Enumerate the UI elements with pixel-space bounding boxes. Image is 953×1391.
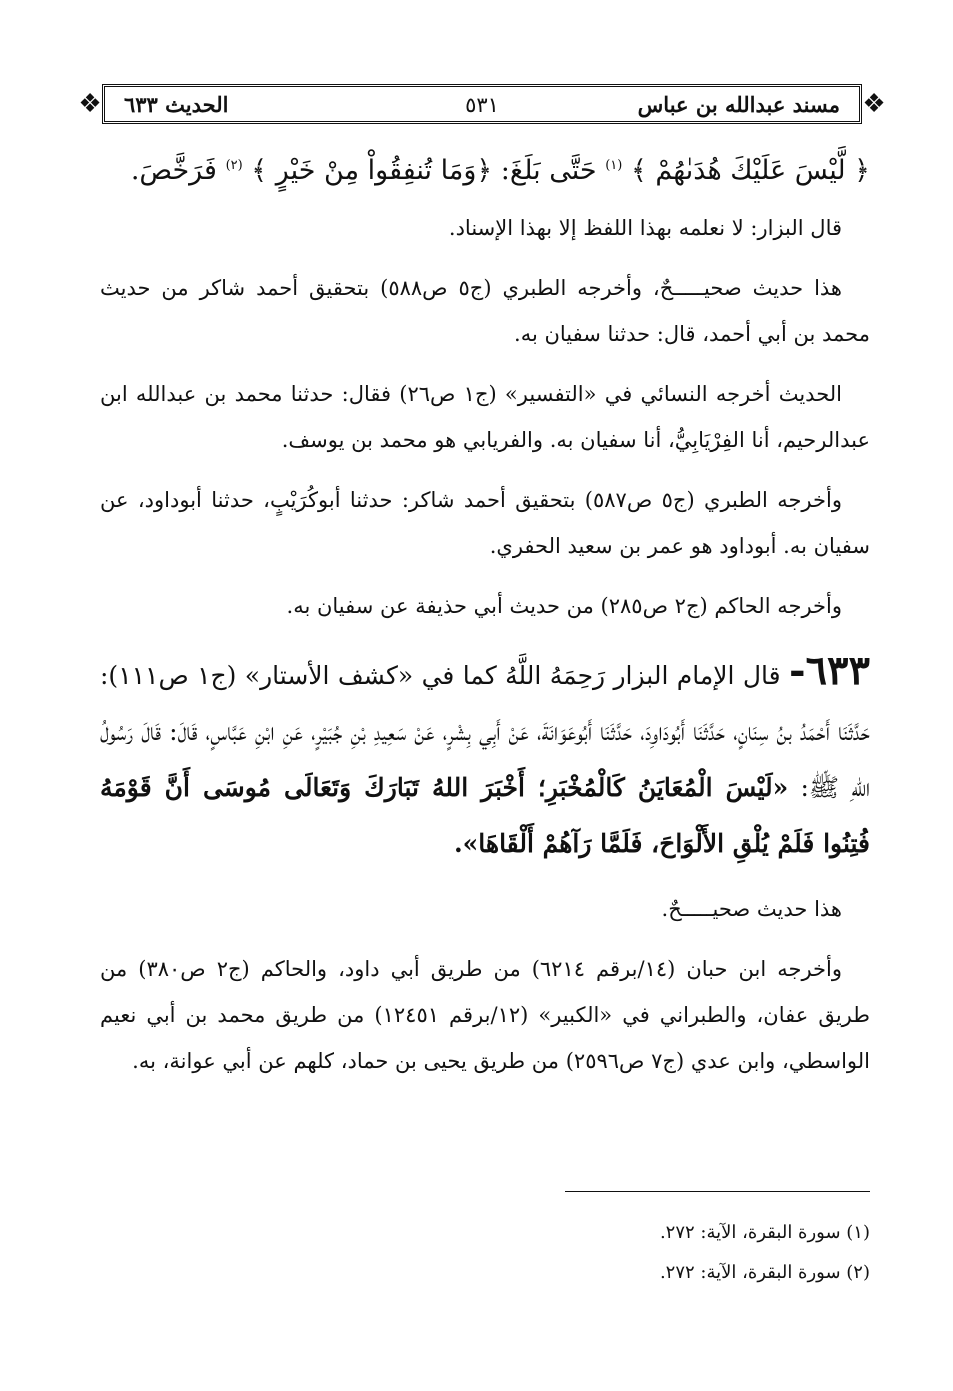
- footnote-divider: [565, 1191, 870, 1192]
- verse-part-3: فَرَخَّصَ.: [130, 155, 217, 186]
- paragraph-hakim: وأخرجه الحاكم (ج٢ ص٢٨٥) من حديث أبي حذيفة عن سفيان به.: [286, 594, 842, 618]
- footnote-1: (١) سورة البقرة، الآية: ٢٧٢.: [659, 1222, 870, 1243]
- paragraph-nasai: الحديث أخرجه النسائي في «التفسير» (ج١ ص٢٦) فقال: حدثنا محمد بن عبدالله ابن عبدالرحيم، أنا الفِرْيَابِيُّ، أنا سفيان به. والفريابي هو محمد بن يوسف.: [100, 382, 870, 452]
- footnote-ref-2: (٢): [225, 158, 243, 173]
- paragraph-sahih-1: هذا حديث صحيـــــحٌ، وأخرجه الطبري (ج٥ ص٥٨٨) بتحقيق أحمد شاكر من حديث محمد بن أبي أحمد، قال: حدثنا سفيان به.: [100, 276, 870, 346]
- verse-line: [100, 140, 870, 197]
- hadith-intro: قال الإمام البزار رَحِمَهُ اللَّهُ كما في «كشف الأستار» (ج١ ص١١١): حَدَّثَنَا أَحْمَدُ بنُ سِنَانٍ، حَدَّثَنَا أَبُودَاوِدَ، حَدَّثَنَا أَبُوعَوَانَةَ، عَنْ أَبِي بِشْرٍ، عَنْ سَعِيدِ بْنِ جُبَيْرٍ، عَنِ ابْنِ عَبَّاسٍ، قَالَ: قَالَ رَسُولُ اللهِ ﷺ:: [100, 661, 870, 802]
- page-header: [78, 78, 886, 130]
- paragraph-tabari: وأخرجه الطبري (ج٥ ص٥٨٧) بتحقيق أحمد شاكر: حدثنا أبوكُرَيْبٍ، حدثنا أبوداود، عن سفيان به. أبوداود هو عمر بن سعيد الحفري.: [100, 488, 870, 558]
- footnote-ref-1: (١): [605, 158, 623, 173]
- verse-part-2: حَتَّى بَلَغَ: ﴿وَمَا تُنفِقُواْ مِنْ خَيْرٍ ﴾: [251, 155, 597, 186]
- hadith-number: ٦٣٣-: [788, 647, 871, 694]
- hadith-block: [100, 643, 870, 872]
- right-ornament-icon: ❖: [862, 89, 886, 119]
- footnotes: [100, 1213, 870, 1293]
- page-number: ٥٣١: [465, 93, 499, 117]
- footnote-2: (٢) سورة البقرة، الآية: ٢٧٢.: [659, 1262, 870, 1283]
- paragraph-ibn-hibban: وأخرجه ابن حبان (١٤/برقم ٦٢١٤) من طريق أبي داود، والحاكم (ج٢ ص٣٨٠) من طريق عفان، والطبراني في «الكبير» (١٢/برقم ١٢٤٥١) من طريق محمد بن أبي نعيم الواسطي، وابن عدي (ج٧ ص٢٥٩٦) من طريق يحيى بن حماد، كلهم عن أبي عوانة، به.: [100, 957, 870, 1073]
- hadith-label: الحديث ٦٣٣: [124, 92, 229, 117]
- hadith-text: «لَيْسَ الْمُعَايَنُ كَالْمُخْبَرِ؛ أَخْبَرَ اللهُ تَبَارَكَ وَتَعَالَى مُوسَى أَنَّ قَوْمَهُ فُتِنُوا فَلَمْ يُلْقِ الأَلْوَاحَ، فَلَمَّا رَآهُمْ أَلْقَاهَا».: [100, 773, 870, 858]
- paragraph-bazzar: قال البزار: لا نعلمه بهذا اللفظ إلا بهذا الإسناد.: [448, 216, 842, 240]
- main-text: [100, 140, 870, 1098]
- paragraph-sahih-2: هذا حديث صحيـــــحٌ.: [661, 897, 842, 921]
- verse-part-1: ﴿ لَّيْسَ عَلَيْكَ هُدَىٰهُمْ ﴾: [630, 155, 870, 186]
- book-title: مسند عبدالله بن عباس: [637, 92, 840, 117]
- left-ornament-icon: ❖: [78, 89, 102, 119]
